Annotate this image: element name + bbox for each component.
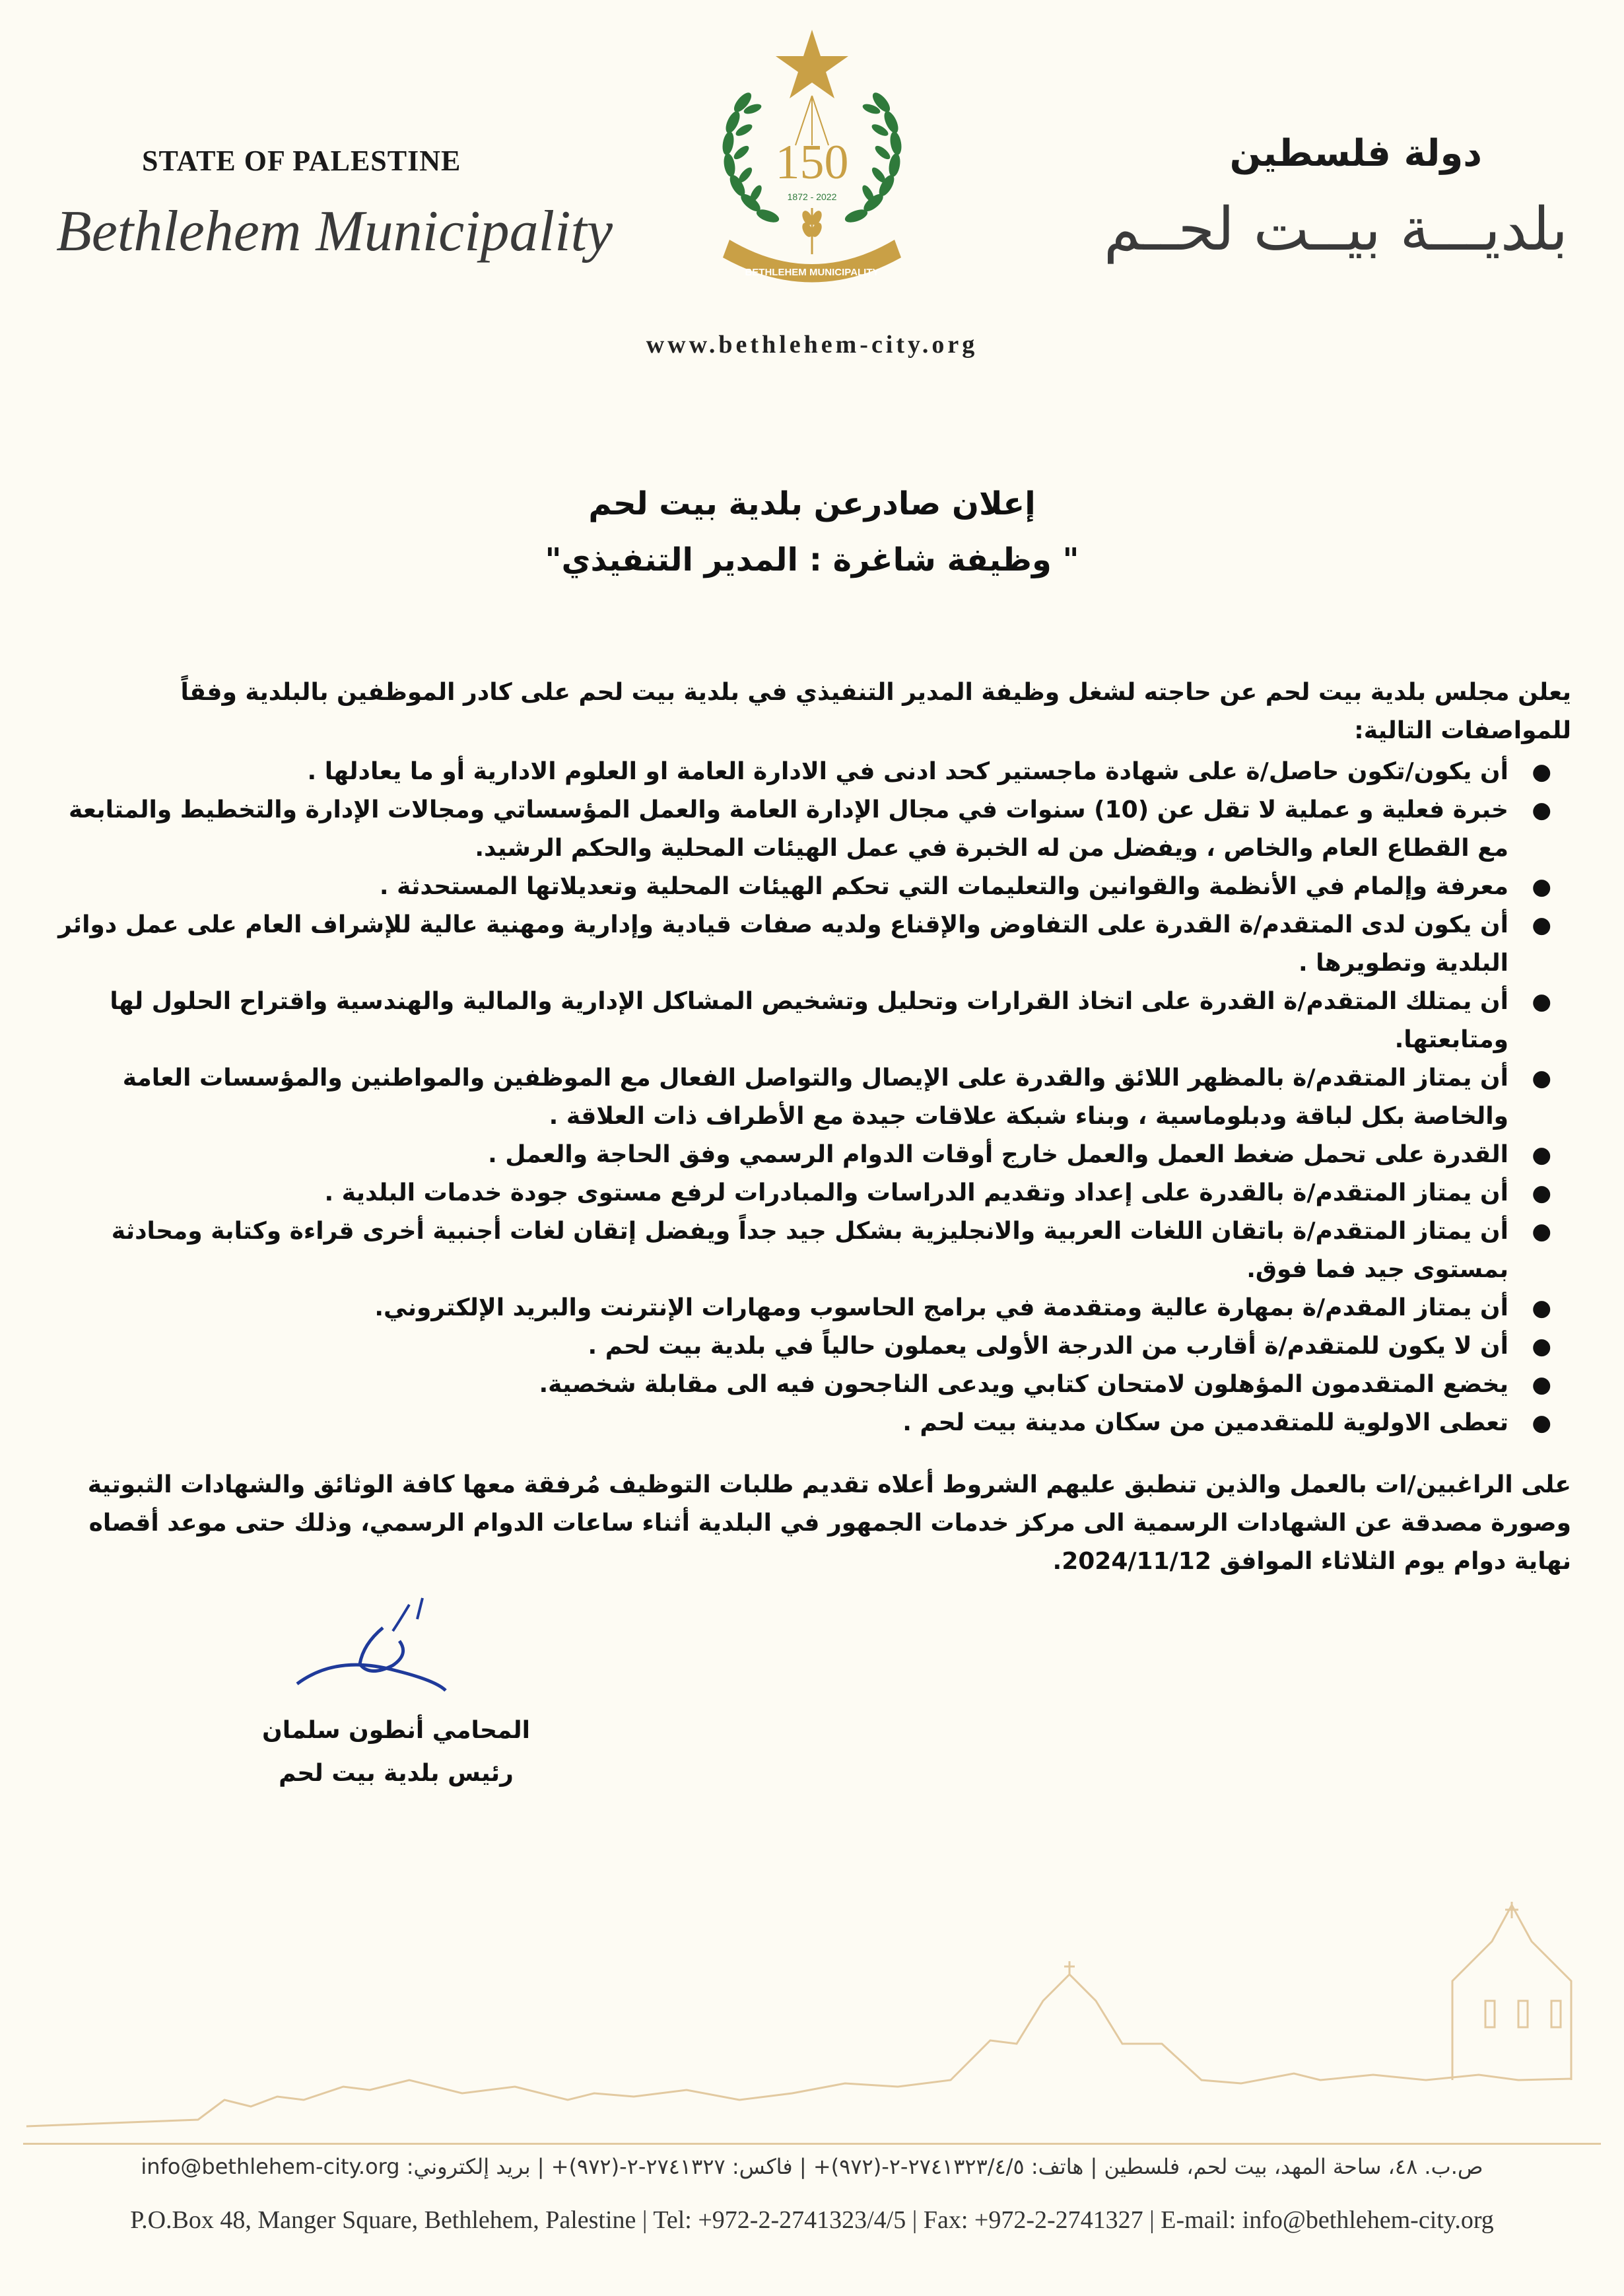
list-item [53,983,1571,1059]
list-item [53,1059,1571,1136]
state-name-arabic: دولة فلسطين [1229,132,1482,175]
closing-paragraph: على الراغبين/ات بالعمل والذين تنطبق عليهم الشروط أعلاه تقديم طلبات التوظيف مُرفقة معها كافة الوثائق والشهادات الثبوتية وصورة مصدقة عن الشهادات الرسمية الى مركز خدمات الجمهور في البلدية أثناء ساعات الدوام الرسمي، وذلك حتى موعد أقصاه نهاية دوام يوم الثلاثاء الموافق 2024/11/12. [87,1471,1571,1575]
requirement-text: أن لا يكون للمتقدم/ة أقارب من الدرجة الأولى يعملون حالياً في بلدية بيت لحم . [588,1333,1508,1360]
list-item [53,753,1571,791]
bethlehem-skyline-decoration [0,1902,1624,2133]
star-icon [776,30,848,98]
requirement-text: تعطى الاولوية للمتقدمين من سكان مدينة بيت لحم . [902,1409,1508,1436]
announcement-subtitle: " وظيفة شاغرة : المدير التنفيذي" [545,541,1079,578]
requirement-text: أن يكون لدى المتقدم/ة القدرة على التفاوض والإقناع ولديه صفات قيادية وإدارية ومهنية عالية للإشراف العام على عمل دوائر البلدية وتطويرها . [58,911,1508,977]
announcement-title: إعلان صادرعن بلدية بيت لحم [588,485,1036,522]
requirement-text: أن يمتاز المتقدم/ة باتقان اللغات العربية والانجليزية بشكل جيد جداً ويفضل إتقان لغات أجنبية أخرى قراءة وكتابة ومحادثة بمستوى جيد فما فوق. [111,1218,1508,1283]
bullet-icon: ● [1532,1142,1551,1168]
requirement-text: أن يمتاز المتقدم/ة بالقدرة على إعداد وتقديم الدراسات والمبادرات لرفع مستوى جودة خدمات البلدية . [324,1179,1508,1206]
list-item [53,1327,1571,1366]
state-name-english: STATE OF PALESTINE [142,145,461,177]
bullet-icon: ● [1532,912,1551,938]
bullet-icon: ● [1532,759,1551,785]
signatory-title: رئيس بلدية بيت لحم [279,1760,514,1787]
bullet-icon: ● [1532,1065,1551,1092]
bullet-icon: ● [1532,1410,1551,1436]
list-item [53,1404,1571,1442]
requirement-text: القدرة على تحمل ضغط العمل والعمل خارج أوقات الدوام الرسمي وفق الحاجة والعمل . [488,1141,1508,1168]
seal-years: 1872 - 2022 [787,191,837,202]
requirement-text: أن يكون/تكون حاصل/ة على شهادة ماجستير كحد ادنى في الادارة العامة او العلوم الادارية أو ما يعادلها . [307,758,1508,785]
footer-divider [23,2143,1601,2145]
seal-ribbon-text: BETHLEHEM MUNICIPALITY [745,267,879,278]
requirement-text: أن يمتلك المتقدم/ة القدرة على اتخاذ القرارات وتحليل وتشخيص المشاكل الإدارية والمالية والهندسية واقتراح الحلول لها ومتابعتها. [110,988,1508,1053]
requirement-text: خبرة فعلية و عملية لا تقل عن (10) سنوات في مجال الإدارة العامة والعمل المؤسساتي ومجالات الإدارة والتخطيط والمتابعة مع القطاع العام والخاص ، ويفضل من له الخبرة في عمل الهيئات المحلية والحكم الرشيد. [69,796,1508,862]
requirement-text: يخضع المتقدمون المؤهلون لامتحان كتابي ويدعى الناجحون فيه الى مقابلة شخصية. [539,1371,1508,1398]
requirements-list [53,753,1571,1442]
announcement-intro: يعلن مجلس بلدية بيت لحم عن حاجته لشغل وظيفة المدير التنفيذي في بلدية بيت لحم على كادر الموظفين بالبلدية وفقاً للمواصفات التالية: [180,679,1571,744]
handwritten-signature [284,1591,469,1704]
list-item [53,1212,1571,1289]
list-item [53,906,1571,983]
footer-contact-english: P.O.Box 48, Manger Square, Bethlehem, Palestine | Tel: +972-2-2741323/4/5 | Fax: +972-2-2741327 | E-mail: info@bethlehem-city.org [130,2206,1494,2234]
bullet-icon: ● [1532,1372,1551,1398]
municipality-seal-logo [703,30,921,294]
website-url: www.bethlehem-city.org [646,331,978,359]
bullet-icon: ● [1532,1218,1551,1245]
municipality-name-arabic: بلديـــة بيــت لحــم [1103,195,1568,264]
bullet-icon: ● [1532,1180,1551,1206]
seal-number: 150 [775,135,849,190]
bullet-icon: ● [1532,1295,1551,1321]
list-item [53,1136,1571,1174]
bullet-icon: ● [1532,797,1551,823]
requirement-text: معرفة وإلمام في الأنظمة والقوانين والتعليمات التي تحكم الهيئات المحلية وتعديلاتها المستحدثة . [379,873,1508,900]
list-item [53,1289,1571,1327]
bullet-icon: ● [1532,989,1551,1015]
requirement-text: أن يمتاز المتقدم/ة بالمظهر اللائق والقدرة على الإيصال والتواصل الفعال مع الموظفين والمواطنين والمؤسسات العامة والخاصة بكل لباقة ودبلوماسية ، وبناء شبكة علاقات جيدة مع الأطراف ذات العلاقة . [122,1064,1508,1130]
list-item [53,1174,1571,1212]
list-item [53,868,1571,906]
footer-contact-arabic: ص.ب. ٤٨، ساحة المهد، بيت لحم، فلسطين | هاتف: ٢٧٤١٣٢٣/٤/٥-٢-(٩٧٢)+ | فاكس: ٢٧٤١٣٢٧-٢-(٩٧٢)+ | بريد إلكتروني: info@bethlehem-city.org [141,2154,1483,2179]
bullet-icon: ● [1532,1333,1551,1360]
list-item [53,1366,1571,1404]
signatory-name: المحامي أنطون سلمان [262,1717,530,1744]
municipality-name-english: Bethlehem Municipality [56,199,613,263]
bullet-icon: ● [1532,874,1551,900]
requirement-text: أن يمتاز المقدم/ة بمهارة عالية ومتقدمة في برامج الحاسوب ومهارات الإنترنت والبريد الإلكتروني. [374,1294,1508,1321]
list-item [53,791,1571,868]
